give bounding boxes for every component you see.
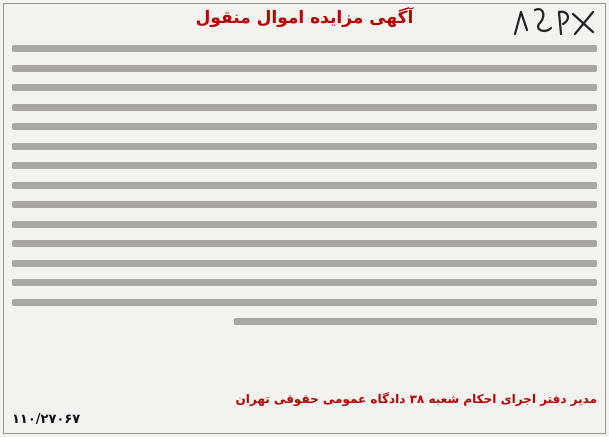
reference-number: ۱۱۰/۲۷۰۶۷ <box>12 412 81 427</box>
body-text-line <box>12 279 597 286</box>
body-text-line <box>12 104 597 111</box>
notice-body <box>12 45 597 338</box>
signature-line: مدیر دفتر اجرای احکام شعبه ۳۸ دادگاه عمومی حقوقی تهران <box>235 392 597 406</box>
body-text-line <box>12 299 597 306</box>
body-text-line <box>12 143 597 150</box>
body-text-line <box>12 221 597 228</box>
body-text-line <box>12 123 597 130</box>
notice-title: آگهی مزایده اموال منقول <box>195 8 414 28</box>
body-text-line <box>12 260 597 267</box>
body-text-line <box>12 65 597 72</box>
body-text-line <box>12 84 597 91</box>
body-text-line <box>12 182 597 189</box>
body-text-line <box>12 240 597 247</box>
body-text-line <box>12 45 597 52</box>
body-text-line <box>234 318 597 325</box>
body-text-line <box>12 162 597 169</box>
body-text-line <box>12 201 597 208</box>
